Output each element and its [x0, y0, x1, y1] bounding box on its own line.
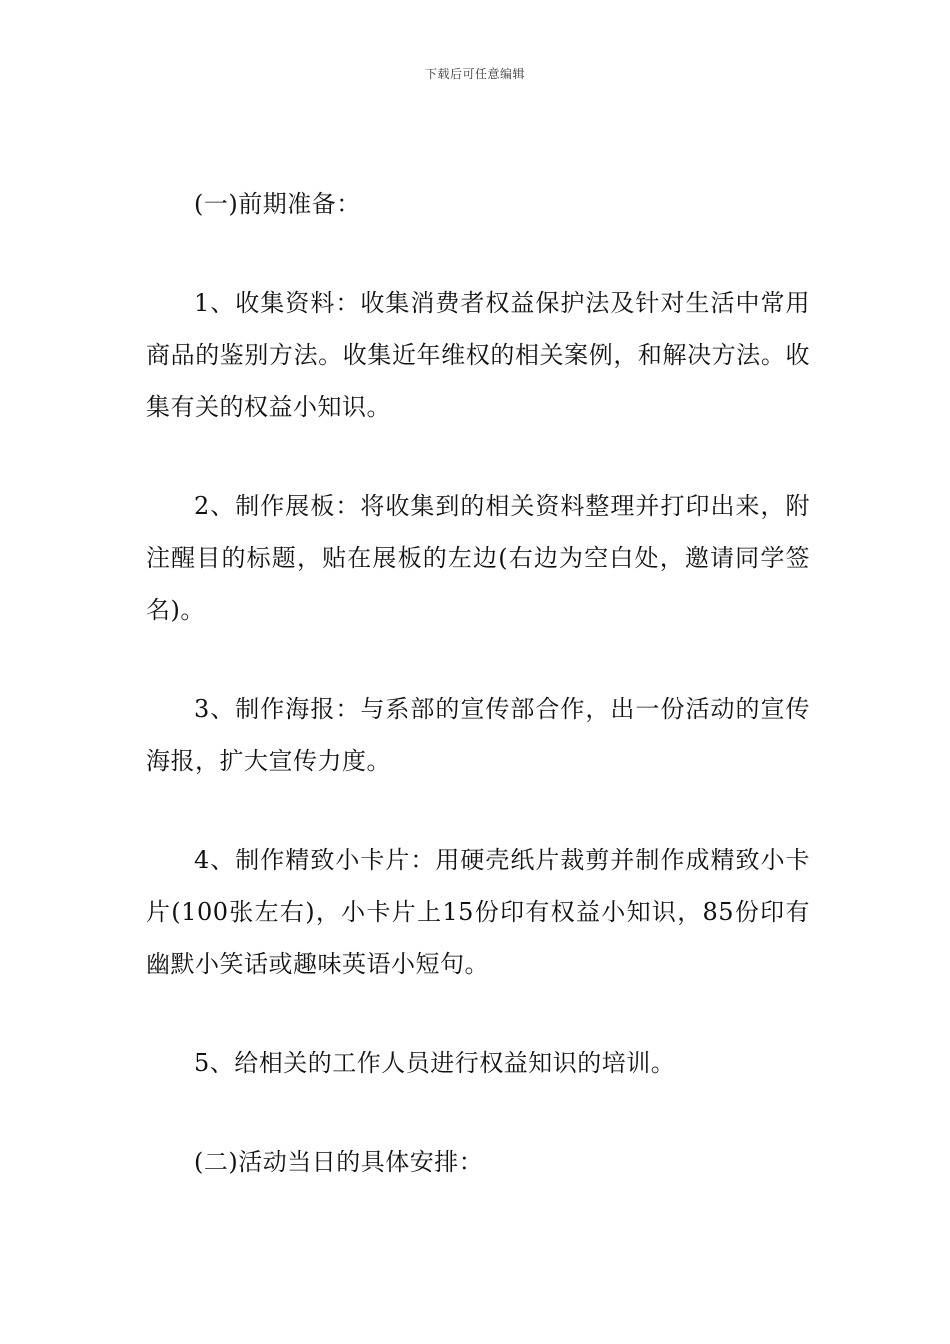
paragraph-make-poster: 3、制作海报：与系部的宣传部合作，出一份活动的宣传海报，扩大宣传力度。 [146, 695, 810, 775]
document-body [146, 178, 810, 1235]
page-header: 下载后可任意编辑 [424, 67, 525, 81]
section-heading-preparation: (一)前期准备： [194, 190, 361, 218]
paragraph-staff-training: 5、给相关的工作人员进行权益知识的培训。 [194, 1049, 676, 1077]
paragraph-collect-materials: 1、收集资料：收集消费者权益保护法及针对生活中常用商品的鉴别方法。收集近年维权的相关案例，和解决方法。收集有关的权益小知识。 [146, 289, 810, 421]
section-heading-event-day: (二)活动当日的具体安排： [194, 1148, 484, 1176]
paragraph-make-display-board: 2、制作展板：将收集到的相关资料整理并打印出来，附注醒目的标题，贴在展板的左边(右边为空白处，邀请同学签名)。 [146, 492, 810, 624]
paragraph-make-cards: 4、制作精致小卡片：用硬壳纸片裁剪并制作成精致小卡片(100张左右)，小卡片上15份印有权益小知识，85份印有幽默小笑话或趣味英语小短句。 [146, 846, 810, 978]
